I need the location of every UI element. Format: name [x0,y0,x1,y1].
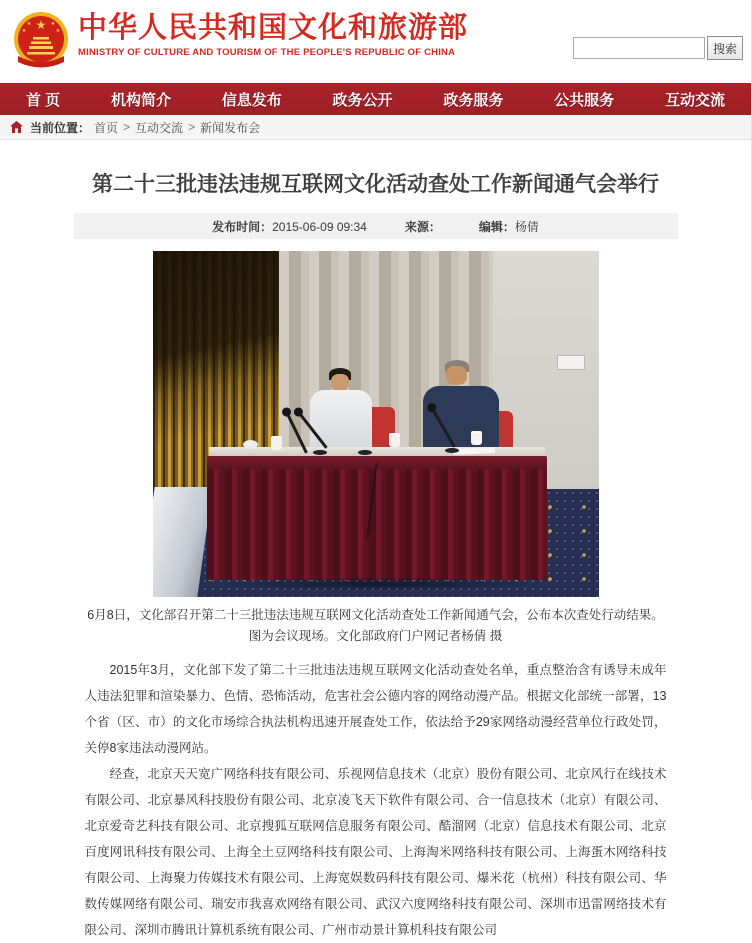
breadcrumb-separator: > [123,120,131,134]
svg-text:★: ★ [26,21,32,27]
photo-mic-base [445,448,459,453]
breadcrumb-link-home[interactable]: 首页 [94,120,119,135]
photo-caption: 6月8日，文化部召开第二十三批违法违规互联网文化活动查处工作新闻通气会，公布本次查处行动结果。图为会议现场。文化部政府门户网记者杨倩 摄 [87,608,664,643]
photo-mic-base [313,450,327,455]
site-header [0,0,751,83]
logo-block [10,10,468,72]
news-photo [153,251,599,597]
photo-tissue [243,440,258,449]
svg-text:★: ★ [21,28,27,34]
photo-speaker-left-face [331,374,349,391]
breadcrumb-label: 当前位置： [30,120,91,135]
photo-teacup [271,438,282,450]
article-title: 第二十三批违法违规互联网文化活动查处工作新闻通气会举行 [92,173,659,196]
national-emblem-icon [10,10,72,72]
nav-item-gov-services[interactable]: 政务服务 [443,91,504,109]
svg-text:★: ★ [50,21,56,27]
paragraph-1: 2015年3月，文化部下发了第二十三批违法违规互联网文化活动查处名单，重点整治含有诱导未成年人违法犯罪和渲染暴力、色情、恐怖活动，危害社会公德内容的网络动漫产品。根据文化部统一部署，13个省（区、市）的文化市场综合执法机构迅速开展查处工作，依法给予29家网络动漫经营单位行政处罚，关停8家违法动漫网站。 [84,663,667,755]
site-title: 中华人民共和国文化和旅游部 [78,12,469,44]
meta-publish-time [212,218,367,235]
photo-speaker-right-face [446,366,467,385]
meta-editor-label: 编辑： [478,219,515,234]
photo-mic-base [358,450,372,455]
home-icon [10,121,23,133]
nav-item-gov-disclosure[interactable]: 政务公开 [332,91,393,109]
nav-item-home[interactable]: 首 页 [26,91,61,109]
article-meta [74,213,678,239]
nav-item-org-profile[interactable]: 机构简介 [110,91,171,109]
photo-wall-panel [557,355,585,370]
svg-text:★: ★ [55,28,61,34]
photo-tablecloth [207,456,547,580]
meta-editor [479,218,539,235]
breadcrumb [0,115,751,140]
svg-text:★: ★ [35,18,47,32]
meta-source-label: 来源： [404,219,441,234]
photo-teacup [389,435,400,447]
meta-publish-value: 2015-06-09 09:34 [272,219,367,234]
paragraph-2: 经查，北京天天宽广网络科技有限公司、乐视网信息技术（北京）股份有限公司、北京风行在线技术有限公司、北京暴风科技股份有限公司、北京凌飞天下软件有限公司、合一信息技术（北京）有限公司、北京爱奇艺科技有限公司、北京搜狐互联网信息服务有限公司、酷溜网（北京）信息技术有限公司、北京百度网讯科技有限公司、上海全土豆网络科技有限公司、上海淘米网络科技有限公司、上海蛋木网络科技有限公司、上海聚力传媒技术有限公司、上海宽娱数码科技有限公司、爆米花（杭州）科技有限公司、华数传媒网络有限公司、瑞安市我喜欢网络有限公司、武汉六度网络科技有限公司、深圳市迅雷网络技术有限公司、深圳市腾讯计算机系统有限公司、广州市动景计算机科技有限公司 [84,767,667,937]
search-box [573,36,743,60]
photo-speaker-right-body [423,386,499,450]
nav-item-interaction[interactable]: 互动交流 [664,91,725,109]
breadcrumb-link-interaction[interactable]: 互动交流 [135,120,184,135]
breadcrumb-separator: > [188,120,196,134]
search-button[interactable]: 搜索 [707,36,743,60]
photo-teacup [471,433,482,445]
photo-table-shadow [213,577,543,591]
logo-text [78,10,468,58]
breadcrumb-link-press-conference[interactable]: 新闻发布会 [200,120,261,135]
nav-item-public-services[interactable]: 公共服务 [554,91,615,109]
meta-editor-value: 杨倩 [514,219,539,234]
meta-source [405,218,441,235]
search-input[interactable] [573,37,705,59]
nav-item-info-release[interactable]: 信息发布 [221,91,282,109]
meta-publish-label: 发布时间： [212,219,273,234]
article-content [0,140,751,943]
main-nav [0,83,751,115]
site-subtitle: MINISTRY OF CULTURE AND TOURISM OF THE PEOPLE'S REPUBLIC OF CHINA [78,47,456,58]
